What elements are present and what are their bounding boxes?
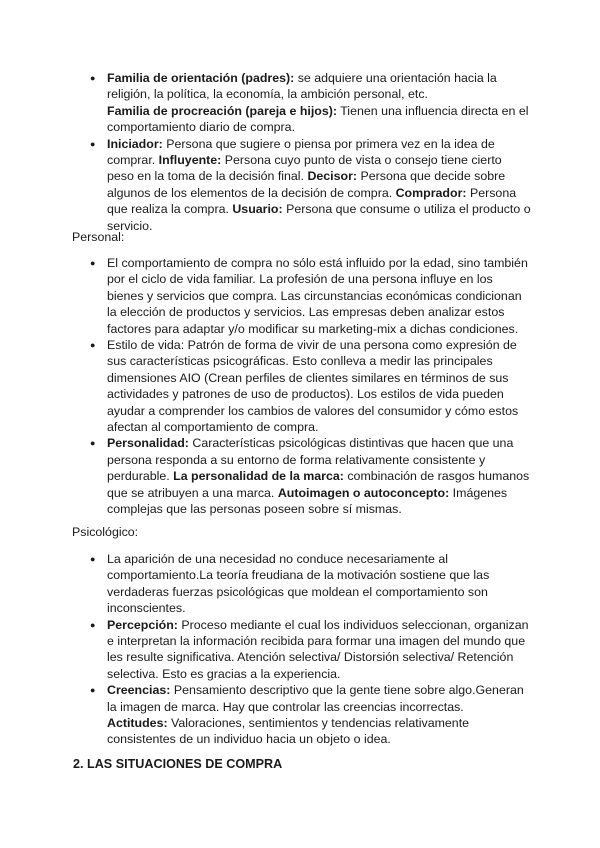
orientation-list	[71, 70, 531, 234]
term-text: se adquiere una orientación hacia la religión, la política, la economía, la ambición personal, etc.	[107, 71, 497, 102]
term-label: Creencias:	[107, 683, 171, 698]
list-item	[71, 70, 531, 136]
term-label: Autoimagen o autoconcepto:	[277, 485, 450, 500]
section-title: 2. LAS SITUACIONES DE COMPRA	[73, 757, 283, 771]
term-text: Características psicológicas distintivas que hacen que una persona responda a su entorno de forma relativamente consistente y perdurable.	[107, 436, 514, 484]
psicologico-heading: Psicológico:	[72, 525, 139, 539]
list-item: ● El comportamiento de compra no sólo está influido por la edad, sino también por el ciclo de vida familiar. La profesión de una persona influye en los bienes y servicios que compra. Las circunstancias económicas condicionan la elección de productos y servicios. Las empresas deben analizar estos factores para adaptar y/o modificar su marketing-mix a dichas condiciones.	[71, 255, 531, 337]
term-text: Persona cuyo punto de vista o consejo tiene cierto peso en la toma de la decisión final.	[107, 153, 502, 184]
term-text: Pensamiento descriptivo que la gente tiene sobre algo.Generan la imagen de marca. Hay que controlar las creencias incorrectas.	[107, 683, 524, 714]
term-label: Familia de procreación (pareja e hijos):	[107, 103, 337, 118]
term-label: Usuario:	[232, 202, 283, 217]
term-text: Imágenes complejas que las personas poseen sobre sí mismas.	[107, 485, 508, 517]
term-text: Valoraciones, sentimientos y tendencias relativamente consistentes de un individuo hacia un objeto o idea.	[107, 716, 470, 747]
term-label: Familia de orientación (padres):	[107, 71, 295, 85]
term-label: Percepción:	[107, 617, 178, 632]
personal-heading: Personal:	[72, 230, 125, 244]
list-item: ● Estilo de vida: Patrón de forma de vivir de una persona como expresión de sus características psicográficas. Esto conlleva a medir las principales dimensiones AIO (Crean perfiles de clientes similares en términos de sus actividades y patrones de uso de productos). Los estilos de vida pueden ayudar a comprender los cambios de valores del consumidor y cómo estos afectan al comportamiento de compra.	[71, 337, 531, 435]
term-text: Persona que decide sobre algunos de los elementos de la decisión de compra.	[107, 169, 506, 200]
list-item	[71, 136, 531, 234]
term-text: combinación de rasgos humanos que se atribuyen a una marca.	[107, 469, 530, 500]
term-label: La personalidad de la marca:	[173, 469, 344, 484]
term-text: Persona que realiza la compra.	[107, 185, 517, 217]
term-text: Persona que sugiere o piensa por primera vez en la idea de comprar.	[107, 136, 495, 168]
personal-list	[71, 255, 531, 518]
term-text: Tienen una influencia directa en el comportamiento diario de compra.	[107, 103, 529, 135]
psicologico-list	[71, 551, 531, 748]
list-item: ● La aparición de una necesidad no conduce necesariamente al comportamiento.La teoría freudiana de la motivación sostiene que las verdaderas fuerzas psicológicas que moldean el comportamiento son inconscientes.	[71, 551, 531, 617]
list-item	[71, 435, 531, 517]
list-item	[71, 617, 531, 683]
term-text: Proceso mediante el cual los individuos seleccionan, organizan e interpretan la información recibida para formar una imagen del mundo que les resulte significativa. Atención selectiva/ Distorsión selectiva/ Retención selectiva. Esto es gracias a la experiencia.	[107, 617, 529, 681]
term-label: Personalidad:	[107, 436, 189, 451]
term-label: Iniciador:	[107, 136, 163, 151]
list-item	[71, 682, 531, 748]
term-label: Comprador:	[395, 185, 467, 200]
term-text: Persona que consume o utiliza el producto o servicio.	[107, 202, 531, 233]
term-label: Actitudes:	[107, 716, 168, 731]
term-label: Decisor:	[307, 169, 358, 184]
term-label: Influyente:	[158, 153, 222, 168]
